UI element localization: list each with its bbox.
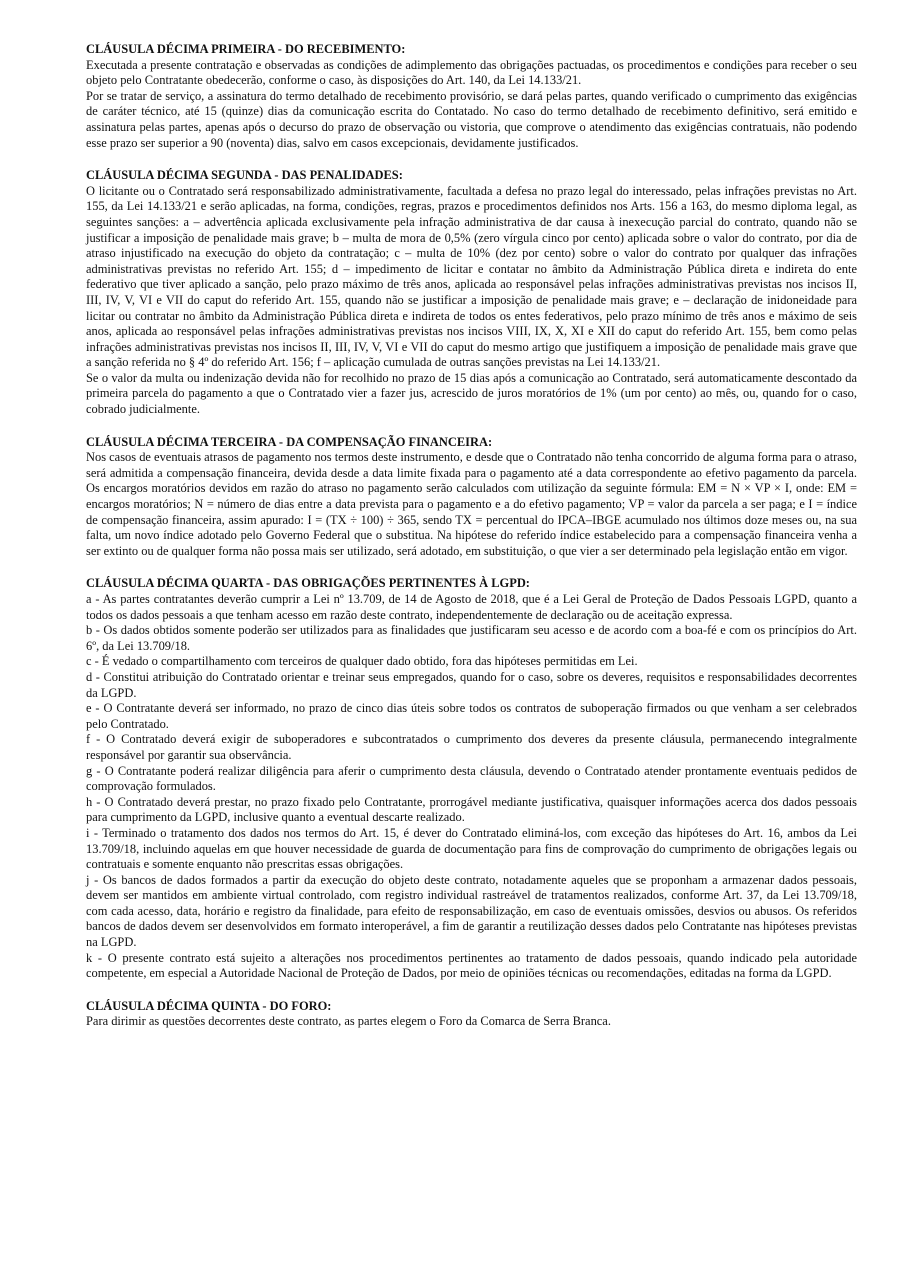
lgpd-item-c: c - É vedado o compartilhamento com terceiros de qualquer dado obtido, fora das hipóteses permitidas em Lei. [86,654,638,669]
lgpd-item-h: h - O Contratado deverá prestar, no prazo fixado pelo Contratante, prorrogável mediante justificativa, quaisquer informações acerca dos dados pessoais para cumprimento da LGPD, inclusive quanto a eventual descarte realizado. [86,794,857,825]
lgpd-item-f: f - O Contratado deverá exigir de suboperadores e subcontratados o cumprimento dos deveres da presente cláusula, permanecendo integralmente responsável por garantir sua observância. [86,732,857,762]
clause-heading: CLÁUSULA DÉCIMA PRIMEIRA - DO RECEBIMENTO: [86,42,406,56]
clause-heading: CLÁUSULA DÉCIMA TERCEIRA - DA COMPENSAÇÃO FINANCEIRA: [86,434,493,449]
lgpd-item-k: k - O presente contrato está sujeito a alterações nos procedimentos pertinentes ao tratamento de dados pessoais, quando indicado pela autoridade competente, em especial a Autoridade Nacional de Proteção de Dados, por meio de opiniões técnicas ou recomendações, editadas na forma da LGPD. [86,950,857,981]
clause-paragraph: Se o valor da multa ou indenização devida não for recolhido no prazo de 15 dias após a comunicação ao Contratado, será automaticamente descontado da primeira parcela do pagamento a que o Contratado vier a fazer jus, acrescido de juros moratórios de 1% (um por cento) ao mês, ou, quando for o caso, cobrado judicialmente. [86,370,857,417]
clause-paragraph: Para dirimir as questões decorrentes deste contrato, as partes elegem o Foro da Comarca de Serra Branca. [86,1014,611,1029]
lgpd-item-d: d - Constitui atribuição do Contratado orientar e treinar seus empregados, quando for o caso, sobre os deveres, requisitos e responsabilidades decorrentes da LGPD. [86,669,857,700]
lgpd-item-i: i - Terminado o tratamento dos dados nos termos do Art. 15, é dever do Contratado eliminá-los, com exceção das hipóteses do Art. 16, ambos da Lei 13.709/18, incluindo aquelas em que houver necessidade de guarda de documentação para fins de comprovação do cumprimento de obrigações legais ou contratuais e somente enquanto não prescritas essas obrigações. [86,825,857,872]
document-page [86,42,857,1047]
lgpd-item-b: b - Os dados obtidos somente poderão ser utilizados para as finalidades que justificaram seu acesso e de acordo com a boa-fé e com os princípios do Art. 6º, da Lei 13.709/18. [86,623,857,653]
clause-decima-terceira [86,435,857,560]
clause-paragraph: Nos casos de eventuais atrasos de pagamento nos termos deste instrumento, e desde que o Contratado não tenha concorrido de alguma forma para o atraso, será admitida a compensação financeira, devida desde a data limite fixada para o pagamento até a data correspondente ao efetivo pagamento da parcela. Os encargos moratórios devidos em razão do atraso no pagamento serão calculados com utilização da seguinte fórmula: EM = N × VP × I, onde: EM = encargos moratórios; N = número de dias entre a data prevista para o pagamento e a do efetivo pagamento; VP = valor da parcela a ser paga; e I = índice de compensação financeira, assim apurado: I = (TX ÷ 100) ÷ 365, sendo TX = percentual do IPCA–IBGE acumulado nos últimos doze meses ou, na sua falta, um novo índice adotado pelo Governo Federal que o substitua. Na hipótese do referido índice estabelecido para a compensação financeira venha a ser extinto ou de qualquer forma não possa mais ser utilizado, será adotado, em substituição, o que vier a ser determinado pela legislação então em vigor. [86,450,857,558]
clause-decima-quarta [86,576,857,981]
clause-heading: CLÁUSULA DÉCIMA QUINTA - DO FORO: [86,998,332,1013]
clause-paragraph: Por se tratar de serviço, a assinatura do termo detalhado de recebimento provisório, se dará pelas partes, quando verificado o cumprimento das exigências de caráter técnico, até 15 (quinze) dias da comunicação escrita do Contatado. No caso do termo detalhado de recebimento definitivo, será emitido e assinatura pelas partes, apenas após o decurso do prazo de observação ou vistoria, que comprove o atendimento das exigências contratuais, não podendo esse prazo ser superior a 90 (noventa) dias, salvo em casos excepcionais, devidamente justificados. [86,88,857,150]
clause-decima-segunda [86,168,857,418]
lgpd-item-e: e - O Contratante deverá ser informado, no prazo de cinco dias úteis sobre todos os contratos de suboperação firmados ou que venham a ser celebrados pelo Contratado. [86,701,857,731]
clause-paragraph: O licitante ou o Contratado será responsabilizado administrativamente, facultada a defesa no prazo legal do interessado, pelas infrações previstas no Art. 155, da Lei 14.133/21 e serão aplicadas, na forma, condições, regras, prazos e procedimentos definidos nos Arts. 156 a 163, do mesmo diploma legal, as seguintes sanções: a – advertência aplicada exclusivamente pela infração administrativa de dar causa à inexecução parcial do contrato, quando não se justificar a imposição de penalidade mais grave; b – multa de mora de 0,5% (zero vírgula cinco por cento) aplicada sobre o valor do contrato, por dia de atraso injustificado na execução do objeto da contratação; c – multa de 10% (dez por cento) sobre o valor do contrato por qualquer das infrações administrativas previstas no referido Art. 155; d – impedimento de licitar e contatar no âmbito da Administração Pública direta e indireta do ente federativo que tiver aplicado a sanção, pelo prazo máximo de três anos, aplicada ao responsável pelas infrações administrativas previstas nos incisos II, III, IV, V, VI e VII do caput do referido Art. 155, quando não se justificar a imposição de penalidade mais grave; e – declaração de inidoneidade para licitar ou contratar no âmbito da Administração Pública direta e indireta de todos os entes federativos, pelo prazo mínimo de três anos e máximo de seis anos, aplicada ao responsável pelas infrações administrativas previstas nos incisos VIII, IX, X, XI e XII do caput do referido Art. 155, bem como pelas infrações administrativas previstas nos incisos II, III, IV, V, VI e VII do caput do mesmo artigo que justifiquem a imposição de penalidade mais grave que a sanção referida no § 4º do referido Art. 156; f – aplicação cumulada de outras sanções previstas na Lei 14.133/21. [86,183,857,370]
lgpd-item-j: j - Os bancos de dados formados a partir da execução do objeto deste contrato, notadamente aqueles que se proponham a armazenar dados pessoais, devem ser mantidos em ambiente virtual controlado, com registro individual rastreável de tratamentos realizados, conforme Art. 37, da Lei 13.709/18, com cada acesso, data, horário e registro da finalidade, para efeito de responsabilização, em caso de eventuais omissões, desvios ou abusos. Os referidos bancos de dados devem ser desenvolvidos em formato interoperável, a fim de garantir a reutilização desses dados pelo Contratante nas hipóteses previstas na LGPD. [86,872,857,950]
lgpd-item-g: g - O Contratante poderá realizar diligência para aferir o cumprimento desta cláusula, devendo o Contratado atender prontamente eventuais pedidos de comprovação formulados. [86,763,857,794]
clause-paragraph: Executada a presente contratação e observadas as condições de adimplemento das obrigações pactuadas, os procedimentos e condições para receber o seu objeto pelo Contratante obedecerão, conforme o caso, às disposições do Art. 140, da Lei 14.133/21. [86,57,857,88]
clause-heading: CLÁUSULA DÉCIMA QUARTA - DAS OBRIGAÇÕES PERTINENTES À LGPD: [86,576,530,591]
clause-heading: CLÁUSULA DÉCIMA SEGUNDA - DAS PENALIDADES: [86,168,403,183]
clause-decima-primeira [86,42,857,151]
lgpd-item-a: a - As partes contratantes deverão cumprir a Lei nº 13.709, de 14 de Agosto de 2018, que é a Lei Geral de Proteção de Dados Pessoais LGPD, quanto a todos os dados pessoais a que tenham acesso em razão deste contrato, independentemente de declaração ou de aceitação expressa. [86,592,857,622]
clause-decima-quinta [86,999,857,1030]
